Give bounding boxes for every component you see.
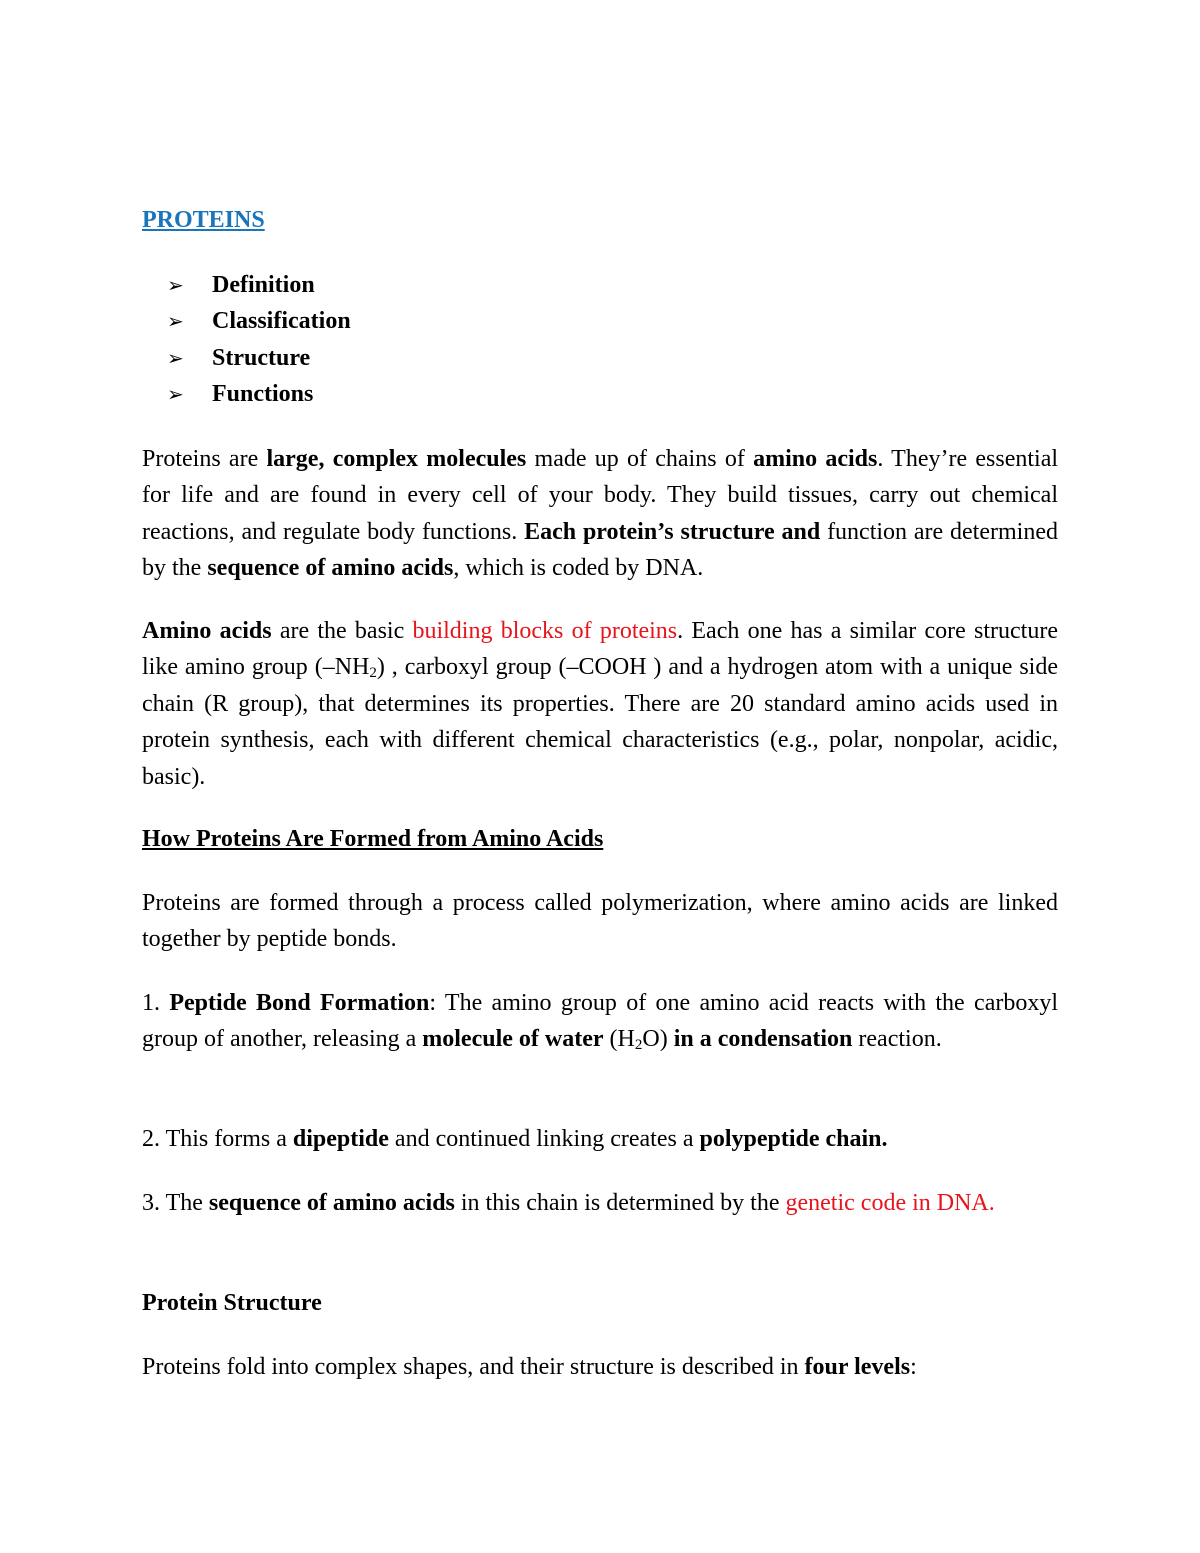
text-run: : bbox=[910, 1354, 917, 1380]
step-number: 1. bbox=[142, 990, 170, 1016]
text-run: function are determined by the bbox=[142, 518, 1058, 582]
list-item-label: Definition bbox=[212, 272, 315, 298]
bold-run: amino acids bbox=[753, 446, 878, 472]
bold-run: in a condensation bbox=[673, 1026, 853, 1053]
text-run: Proteins are bbox=[142, 446, 267, 472]
text-run: (H bbox=[603, 1026, 635, 1053]
text-run: in this chain is determined by the bbox=[454, 1190, 786, 1216]
text-run: reaction. bbox=[852, 1026, 942, 1053]
bold-run: four levels bbox=[804, 1354, 911, 1380]
bold-run: sequence of amino acids bbox=[207, 555, 454, 582]
formation-intro-paragraph: Proteins are formed through a process called polymerization, where amino acids are linked together by peptide bonds. bbox=[142, 890, 1058, 953]
highlight-run: building blocks of proteins bbox=[412, 618, 678, 644]
page-title: PROTEINS bbox=[142, 207, 265, 233]
arrow-bullet-icon: ➢ bbox=[167, 309, 184, 334]
text-run: 2. This forms a bbox=[142, 1126, 293, 1152]
arrow-bullet-icon: ➢ bbox=[167, 345, 184, 370]
bold-run: large, complex molecules bbox=[266, 446, 527, 472]
text-run: : The amino group of one amino acid reacts with the carboxyl group of another, releasing a bbox=[142, 990, 1059, 1053]
text-run: Proteins fold into complex shapes, and their structure is described in bbox=[142, 1354, 805, 1380]
topic-list bbox=[167, 267, 351, 413]
list-item bbox=[167, 303, 351, 339]
step-1-paragraph bbox=[142, 985, 1058, 1058]
bold-run: polypeptide chain. bbox=[699, 1126, 888, 1152]
text-run: 3. The bbox=[142, 1190, 209, 1216]
text-run: are the basic bbox=[271, 618, 413, 644]
text-run: and continued linking creates a bbox=[388, 1126, 700, 1152]
bold-run: Peptide Bond Formation bbox=[169, 990, 430, 1016]
subscript: 2 bbox=[369, 665, 377, 682]
list-item-label: Functions bbox=[212, 381, 314, 408]
list-item bbox=[167, 267, 351, 303]
list-item-label: Structure bbox=[212, 344, 311, 371]
section-heading-formation: How Proteins Are Formed from Amino Acids bbox=[142, 826, 604, 852]
text-run: ) , carboxyl group (–COOH ) and a hydrogen atom with a unique side chain (R group), that determines its properties. There are 20 standard amino acids used in protein synthesis, each with different chemical characteristics (e.g., polar, nonpolar, acidic, basic). bbox=[142, 654, 1058, 790]
text-run: . Each one has a similar core structure like amino group (–NH bbox=[142, 618, 1058, 681]
text-run: . They’re essential for life and are found in every cell of your body. They build tissues, carry out chemical reactions, and regulate body functions. bbox=[142, 446, 1059, 545]
list-item bbox=[167, 340, 351, 376]
step-3-paragraph bbox=[142, 1185, 1058, 1221]
text-run: O) bbox=[642, 1026, 674, 1053]
list-item bbox=[167, 376, 351, 412]
text-run: , which is coded by DNA. bbox=[453, 555, 704, 582]
arrow-bullet-icon: ➢ bbox=[167, 382, 184, 407]
step-2-paragraph bbox=[142, 1121, 1058, 1157]
structure-intro-paragraph bbox=[142, 1349, 1058, 1385]
section-heading-structure: Protein Structure bbox=[142, 1290, 322, 1316]
amino-acids-paragraph bbox=[142, 613, 1058, 795]
highlight-run: genetic code in DNA. bbox=[785, 1190, 995, 1216]
bold-run: dipeptide bbox=[292, 1126, 389, 1152]
arrow-bullet-icon: ➢ bbox=[167, 273, 184, 297]
list-item-label: Classification bbox=[212, 308, 351, 335]
text-run: made up of chains of bbox=[526, 446, 754, 472]
bold-run: Amino acids bbox=[142, 618, 272, 644]
bold-run: Each protein’s structure and bbox=[524, 518, 821, 545]
bold-run: molecule of water bbox=[422, 1026, 604, 1053]
bold-run: sequence of amino acids bbox=[208, 1190, 455, 1216]
subscript: 2 bbox=[634, 1037, 643, 1054]
intro-paragraph bbox=[142, 441, 1058, 587]
